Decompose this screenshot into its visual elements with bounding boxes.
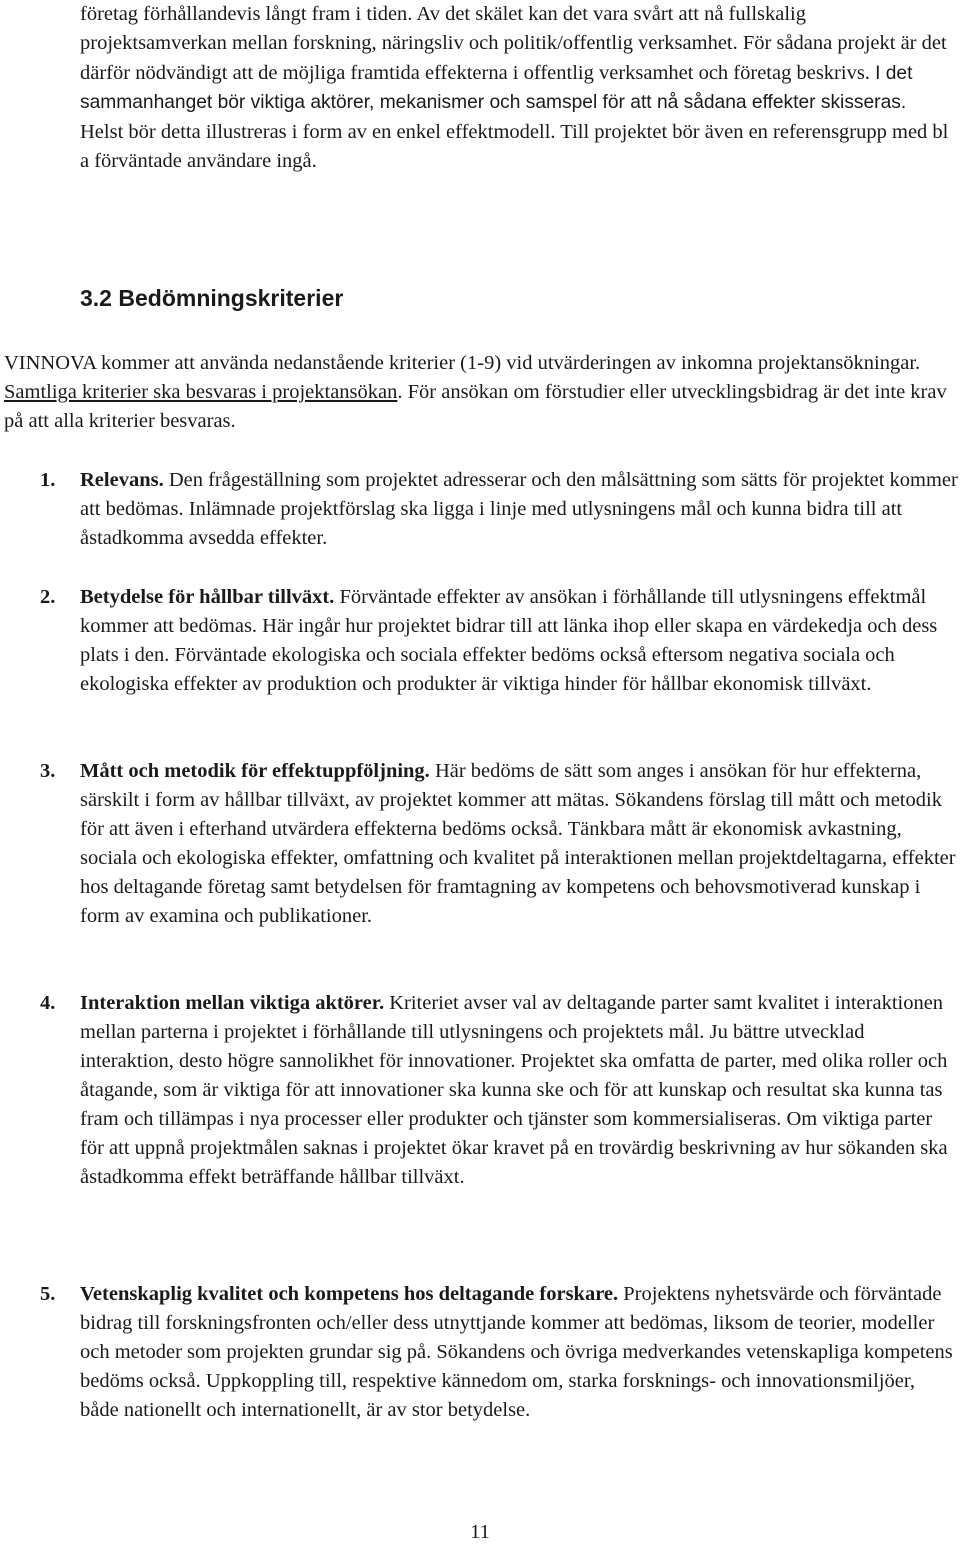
lead-text-underlined: Samtliga kriterier ska besvaras i projektansökan <box>4 381 398 403</box>
criterion-body <box>80 583 958 699</box>
page-number: 11 <box>470 1521 490 1543</box>
criterion-body <box>80 1280 958 1425</box>
criterion-body <box>80 466 958 553</box>
criterion-number: 3. <box>40 760 56 782</box>
criterion-text: Den frågeställning som projektet adresserar och den målsättning som sätts för projektet kommer att bedömas. Inlämnade projektförslag ska ligga i linje med utlysningens mål och kunna bidra till att åstadkomma avsedda effekter. <box>80 469 958 549</box>
section-lead-paragraph <box>4 349 954 436</box>
criterion-text: Kriteriet avser val av deltagande parter samt kvalitet i interaktionen mellan parterna i projektet i förhållande till utlysningens och projektets mål. Ju bättre utvecklad interaktion, desto högre sannolikhet för innovationer. Projektet ska omfatta de parter, med olika roller och åtagande, som är viktiga för att innovationer ska kunna ske och för att kunskap och resultat ska kunna tas fram och tillämpas i nya processer eller produkter och tjänster som kommersialiseras. Om viktiga parter för att uppnå projektmålen saknas i projektet ökar kravet på en trovärdig beskrivning av hur sökanden ska åstadkomma effekt beträffande hållbar tillväxt. <box>80 992 948 1188</box>
intro-text-serif-3: Till projektet bör även en referensgrupp med bl a förväntade användare ingå. <box>80 120 949 173</box>
criterion-title: Relevans. <box>80 469 164 491</box>
intro-paragraph <box>80 0 950 176</box>
criterion-body <box>80 757 958 931</box>
intro-text-serif: företag förhållandevis långt fram i tiden. Av det skälet kan det vara svårt att nå fullskalig projektsamverkan mellan forskning, näringsliv och politik/offentlig verksamhet. För sådana projekt är det därför nödvändigt att de möjliga framtida effekterna i offentlig verksamhet och företag beskrivs. <box>80 3 947 84</box>
criterion-body <box>80 989 958 1192</box>
criterion-title: Vetenskaplig kvalitet och kompetens hos deltagande forskare. <box>80 1283 619 1305</box>
criterion-title: Interaktion mellan viktiga aktörer. <box>80 992 385 1014</box>
criterion-text: Här bedöms de sätt som anges i ansökan för hur effekterna, särskilt i form av hållbar tillväxt, av projektet kommer att mätas. Sökandens förslag till mått och metodik för att även i efterhand utvärdera effekterna bedöms också. Tänkbara mått är ekonomisk avkastning, sociala och ekologiska effekter, omfattning och kvalitet på interaktionen mellan projektdeltagarna, effekter hos deltagande företag samt betydelsen för framtagning av kompetens och behovsmotiverad kunskap i form av examina och publikationer. <box>80 760 956 927</box>
lead-text-after: . För ansökan om förstudier eller utvecklingsbidrag är det inte krav på att alla kriterier besvaras. <box>4 381 947 432</box>
criterion-number: 4. <box>40 992 56 1014</box>
intro-text-serif-2: Helst bör detta illustreras i form av en enkel effektmodell. <box>80 120 556 143</box>
criterion-text: Förväntade effekter av ansökan i förhållande till utlysningens effektmål kommer att bedömas. Här ingår hur projektet bidrar till att länka ihop eller skapa en värdekedja och dess plats i den. Förväntade ekologiska och sociala effekter bedöms också eftersom negativa sociala och ekologiska effekter av produktion och produkter är viktiga hinder för hållbar ekonomisk tillväxt. <box>80 586 938 695</box>
criterion-text: Projektens nyhetsvärde och förväntade bidrag till forskningsfronten och/eller dess utnyttjande kommer att bedömas, liksom de teorier, modeller och metoder som projekten grundar sig på. Sökandens och övriga medverkandes vetenskapliga kompetens bedöms också. Uppkoppling till, respektive kännedom om, starka forsknings- och innovationsmiljöer, både nationellt och internationellt, är av stor betydelse. <box>80 1283 953 1421</box>
criterion-number: 2. <box>40 586 56 608</box>
lead-text-before: VINNOVA kommer att använda nedanstående kriterier (1-9) vid utvärderingen av inkomna projektansökningar. <box>4 352 921 374</box>
intro-text-sans-1: I det sammanhanget bör viktiga aktörer, mekanismer och samspel för att nå sådana effekter skisseras. <box>80 62 913 114</box>
criterion-number: 1. <box>40 469 56 491</box>
criterion-title: Betydelse för hållbar tillväxt. <box>80 586 335 608</box>
section-heading: 3.2 Bedömningskriterier <box>80 285 344 311</box>
criterion-number: 5. <box>40 1283 56 1305</box>
criterion-title: Mått och metodik för effektuppföljning. <box>80 760 430 782</box>
